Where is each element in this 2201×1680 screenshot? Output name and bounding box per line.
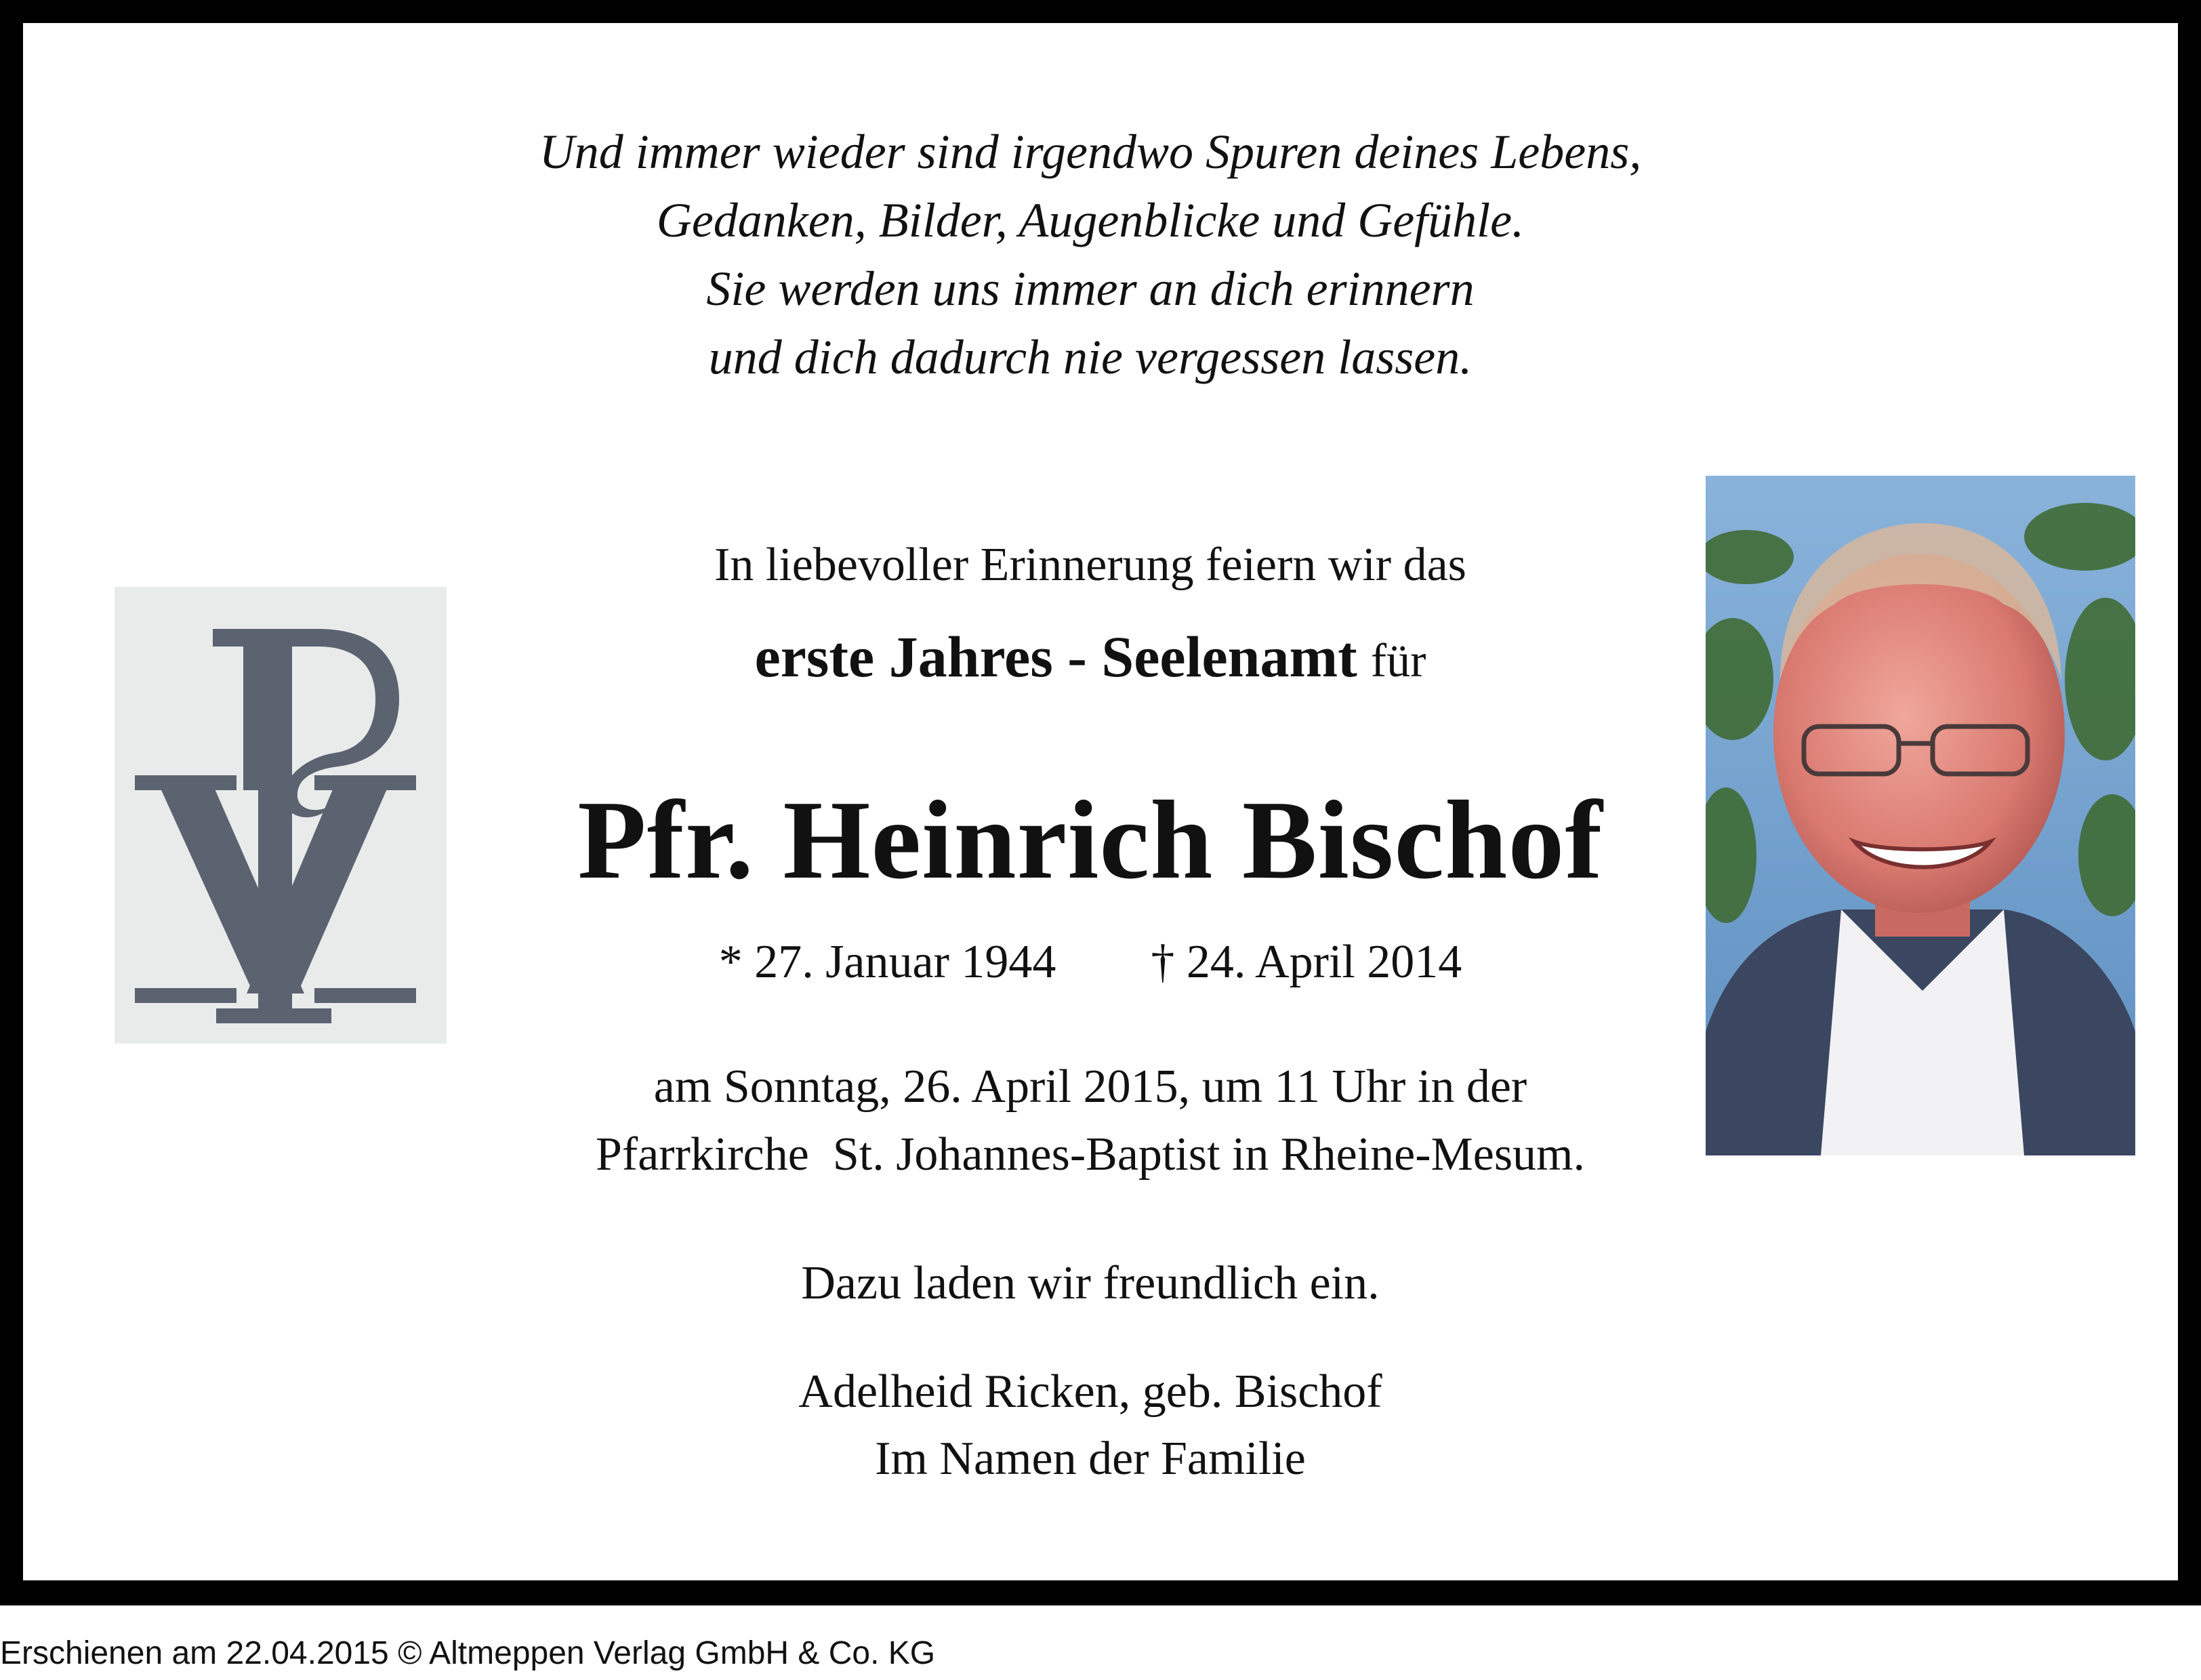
headline-suffix: für bbox=[1370, 635, 1426, 687]
headline-bold: erste Jahres - Seelenamt bbox=[754, 624, 1357, 689]
service-line: Pfarrkirche St. Johannes-Baptist in Rheine-Mesum. bbox=[595, 1128, 1586, 1181]
signer-line: Adelheid Ricken, geb. Bischof bbox=[798, 1366, 1382, 1418]
deceased-name: Pfr. Heinrich Bischof bbox=[577, 777, 1603, 902]
poem-line: Und immer wieder sind irgendwo Spuren deines Lebens, bbox=[539, 125, 1642, 179]
poem-line: Gedanken, Bilder, Augenblicke und Gefühle. bbox=[656, 193, 1525, 247]
footer-credit: Erschienen am 22.04.2015 © Altmeppen Verlag GmbH & Co. KG bbox=[0, 1635, 936, 1671]
poem bbox=[23, 118, 2158, 392]
portrait-photo bbox=[1706, 476, 2135, 1155]
death-date: † 24. April 2014 bbox=[1151, 936, 1462, 988]
invitation-text: Dazu laden wir freundlich ein. bbox=[801, 1257, 1380, 1309]
poem-line: Sie werden uns immer an dich erinnern bbox=[706, 262, 1475, 316]
intro-text: In liebevoller Erinnerung feiern wir das bbox=[714, 539, 1466, 591]
birth-date: * 27. Januar 1944 bbox=[718, 936, 1056, 988]
notice-card bbox=[23, 23, 2178, 1580]
service-line: am Sonntag, 26. April 2015, um 11 Uhr in der bbox=[653, 1061, 1527, 1113]
signers bbox=[23, 1358, 2158, 1492]
signer-line: Im Namen der Familie bbox=[875, 1433, 1306, 1485]
poem-line: und dich dadurch nie vergessen lassen. bbox=[708, 330, 1473, 384]
